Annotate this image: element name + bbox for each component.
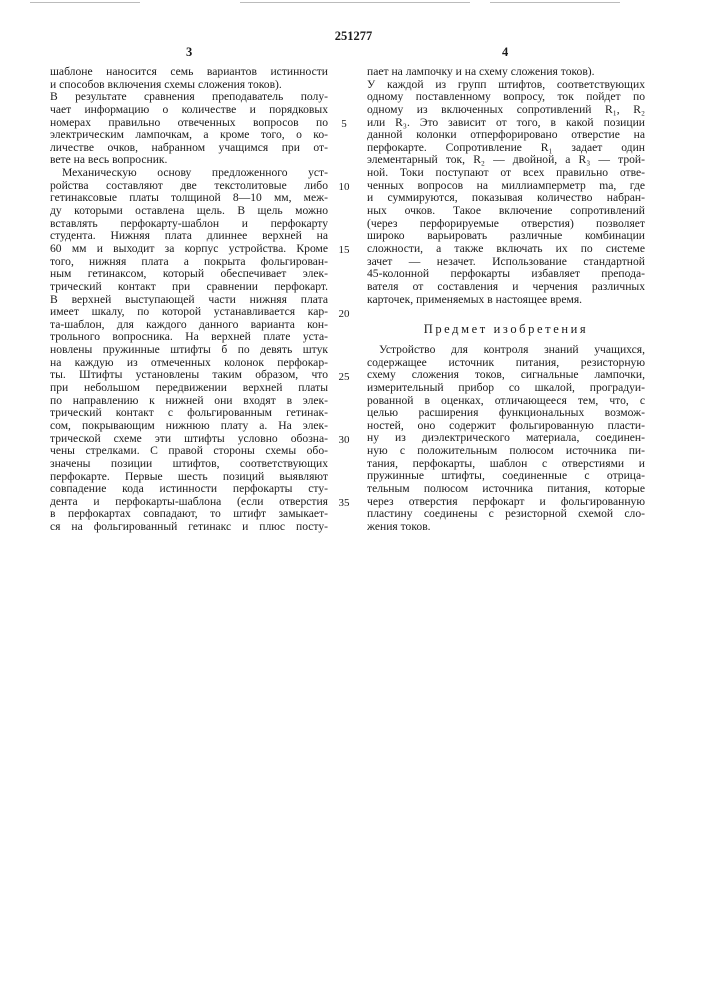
text-line: трольного вопросника. На верхней плате уста- [50,331,328,344]
text-line: и суммируются, показывая количество набран- [367,192,645,205]
text-line: сом, покрывающим нижнюю плату а. На элек- [50,420,328,433]
text-line: гетинаксовые платы толщиной 8—10 мм, меж- [50,192,328,205]
text-line: пластину соединены с резисторной схемой сло- [367,508,645,521]
text-line: тельным полюсом источника питания, которые [367,483,645,496]
text-line: или R₃. Это зависит от того, в какой позиции [367,117,645,130]
text-line: рованной в оценках, отличающееся тем, что, с [367,395,645,408]
text-line: ной. Токи поступают от всех правильно отве- [367,167,645,180]
text-line: перфокарте. Сопротивление R₁ задает один [367,142,645,155]
text-line: на каждую из отмеченных колонок перфокар- [50,357,328,370]
text-line: номерах правильно отвеченных вопросов по [50,117,328,130]
text-line: одному из включенных сопротивлений R₁, R₂ [367,104,645,117]
line-number: 35 [338,497,350,509]
text-line: ся на фольгированный гетинакс и плюс посту- [50,521,328,534]
text-line: вставлять перфокарту-шаблон и перфокарту [50,218,328,231]
text-line: У каждой из групп штифтов, соответствующих [367,79,645,92]
text-line: измерительный прибор со шкалой, проградуи- [367,382,645,395]
claims-heading: Предмет изобретения [367,322,645,337]
line-number: 15 [338,244,350,256]
text-line: ройства составляют две текстолитовые либо [50,180,328,193]
text-line: при небольшом передвижении верхней платы [50,382,328,395]
text-line: 45-колонной перфокарты избавляет препода- [367,268,645,281]
text-line: В результате сравнения преподаватель полу- [50,91,328,104]
text-line: Устройство для контроля знаний учащихся, [367,344,645,357]
text-line: зачет — незачет. Использование стандартной [367,256,645,269]
text-line: 60 мм и выходит за корпус устройства. Кроме [50,243,328,256]
text-line: и способов включения схемы сложения токов). [50,79,328,92]
text-line: пает на лампочку и на схему сложения токов). [367,66,645,79]
text-line: значены позиции штифтов, соответствующих [50,458,328,471]
text-line: сложности, а также включать их по системе [367,243,645,256]
text-line: (через перфорируемые отверстия) позволяет [367,218,645,231]
scan-artifact [490,2,620,3]
text-line: ченных вопросов на миллиамперметр ma, где [367,180,645,193]
line-number: 20 [338,308,350,320]
text-line: широко варьировать различные комбинации [367,230,645,243]
text-line: студента. Нижняя плата длиннее верхней на [50,230,328,243]
text-line: вателя от составления и черчения различных [367,281,645,294]
text-line: электрическим лампочкам, а кроме того, о ко- [50,129,328,142]
text-line: шаблоне наносится семь вариантов истинности [50,66,328,79]
text-line: ты. Штифты установлены таким образом, что [50,369,328,382]
text-line: трический контакт с фольгированным гетинак- [50,407,328,420]
right-column [367,66,645,306]
text-line: по направлению к нижней они входят в элек- [50,395,328,408]
line-number: 25 [338,371,350,383]
text-line: ную с положительным полюсом источника пи- [367,445,645,458]
text-line: схему сложения токов, сигнальные лампочки, [367,369,645,382]
text-line: новлены пружинные штифты б по девять штук [50,344,328,357]
text-line: Механическую основу предложенного уст- [50,167,328,180]
line-number: 5 [338,118,350,130]
text-line: вете на весь вопросник. [50,154,328,167]
text-line: одному поставленному вопросу, ток пойдет по [367,91,645,104]
text-line: жения токов. [367,521,645,534]
line-number: 10 [338,181,350,193]
text-line: имеет шкалу, по которой устанавливается кар- [50,306,328,319]
claims-text [367,344,645,534]
line-number: 30 [338,434,350,446]
text-line: в перфокартах совпадают, то штифт замыкает- [50,508,328,521]
text-line: данной колонки отперфорировано отверстие на [367,129,645,142]
text-line: ну из диэлектрического материала, соединен- [367,432,645,445]
scan-artifact [240,2,470,3]
text-line: дента и перфокарты-шаблона (если отверстия [50,496,328,509]
text-line: ностей, оно содержит фольгированную пласти- [367,420,645,433]
text-line: элементарный ток, R₂ — двойной, а R₃ — трой- [367,154,645,167]
text-line: ных очков. Такое включение сопротивлений [367,205,645,218]
page-number-left: 3 [186,45,192,60]
text-line: карточек, применяемых в настоящее время. [367,294,645,307]
text-line: В верхней выступающей части нижняя плата [50,294,328,307]
text-line: ным гетинаксом, который обеспечивает элек- [50,268,328,281]
text-line: чает информацию о количестве и порядковых [50,104,328,117]
text-line: пружинные штифты, соединенные с отрица- [367,470,645,483]
text-line: та-шаблон, для каждого данного варианта кон- [50,319,328,332]
text-line: содержащее источник питания, резисторную [367,357,645,370]
text-line: личестве очков, набранном учащимся при от- [50,142,328,155]
text-line: трической схеме эти штифты условно обозна- [50,433,328,446]
document-number: 251277 [0,29,707,44]
text-line: трический контакт при сравнении перфокарт. [50,281,328,294]
left-column [50,66,328,534]
text-line: целью расширения функциональных возмож- [367,407,645,420]
page-number-right: 4 [502,45,508,60]
text-line: через отверстия перфокарт и фольгированную [367,496,645,509]
text-line: чены стрелками. С правой стороны схемы обо- [50,445,328,458]
text-line: ду которыми оставлена щель. В щель можно [50,205,328,218]
text-line: совпадение кода истинности перфокарты сту- [50,483,328,496]
text-line: тания, перфокарты, шаблон с отверстиями и [367,458,645,471]
text-line: перфокарте. Первые шесть позиций выявляют [50,471,328,484]
text-line: того, нижняя плата а покрыта фольгирован- [50,256,328,269]
scan-artifact [30,2,140,3]
